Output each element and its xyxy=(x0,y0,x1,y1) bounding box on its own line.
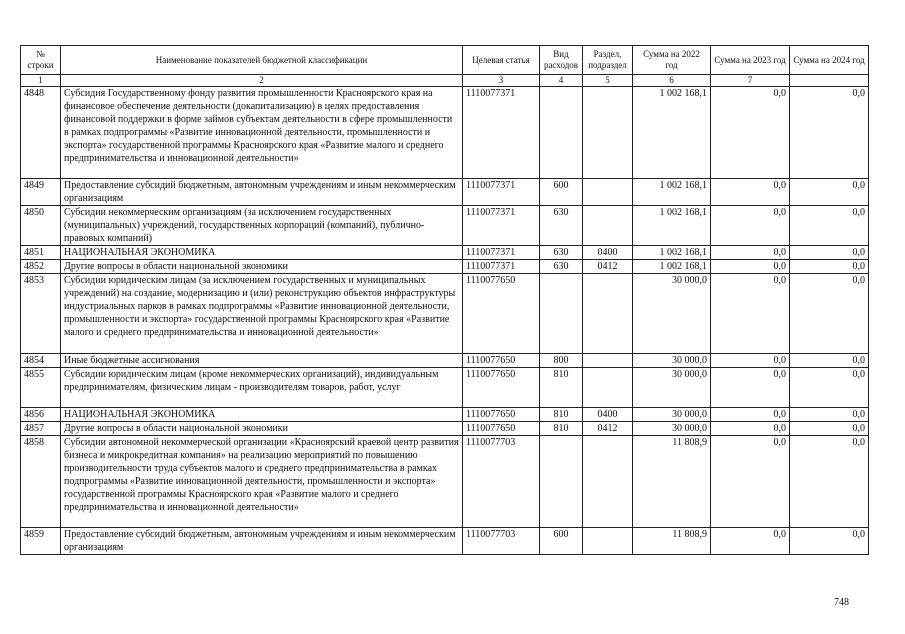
row-section: 0400 xyxy=(583,246,633,260)
row-number: 4851 xyxy=(21,246,61,260)
table-row xyxy=(21,436,869,528)
row-sum-2022: 1 002 168,1 xyxy=(633,206,711,246)
header-target: Целевая статья xyxy=(463,46,540,75)
row-target: 1110077650 xyxy=(463,354,540,368)
column-number: 7 xyxy=(711,75,790,87)
row-sum-2024: 0,0 xyxy=(790,422,869,436)
row-section xyxy=(583,368,633,408)
page-number: 748 xyxy=(834,597,849,608)
row-type: 630 xyxy=(540,206,583,246)
row-sum-2022: 30 000,0 xyxy=(633,274,711,354)
row-name: Другие вопросы в области национальной экономики xyxy=(61,260,463,274)
row-sum-2023: 0,0 xyxy=(711,368,790,408)
row-sum-2023: 0,0 xyxy=(711,260,790,274)
row-name: Предоставление субсидий бюджетным, автономным учреждениям и иным некоммерческим организациям xyxy=(61,528,463,555)
row-number: 4855 xyxy=(21,368,61,408)
row-target: 1110077650 xyxy=(463,368,540,408)
column-number: 5 xyxy=(583,75,633,87)
row-sum-2024: 0,0 xyxy=(790,408,869,422)
row-type xyxy=(540,436,583,528)
row-number: 4849 xyxy=(21,179,61,206)
row-target: 1110077703 xyxy=(463,436,540,528)
row-sum-2023: 0,0 xyxy=(711,436,790,528)
column-number: 6 xyxy=(633,75,711,87)
row-sum-2022: 30 000,0 xyxy=(633,354,711,368)
row-target: 1110077703 xyxy=(463,528,540,555)
row-target: 1110077650 xyxy=(463,274,540,354)
row-type: 600 xyxy=(540,179,583,206)
row-number: 4858 xyxy=(21,436,61,528)
row-name: Другие вопросы в области национальной экономики xyxy=(61,422,463,436)
row-target: 1110077650 xyxy=(463,408,540,422)
row-type: 800 xyxy=(540,354,583,368)
row-type xyxy=(540,274,583,354)
row-sum-2024: 0,0 xyxy=(790,260,869,274)
row-section xyxy=(583,274,633,354)
column-number: 3 xyxy=(463,75,540,87)
row-section: 0400 xyxy=(583,408,633,422)
row-sum-2024: 0,0 xyxy=(790,87,869,179)
column-number: 2 xyxy=(61,75,463,87)
row-number: 4852 xyxy=(21,260,61,274)
row-sum-2023: 0,0 xyxy=(711,87,790,179)
row-sum-2024: 0,0 xyxy=(790,274,869,354)
row-name: Иные бюджетные ассигнования xyxy=(61,354,463,368)
header-sum-2022: Сумма на 2022 год xyxy=(633,46,711,75)
header-sum-2024: Сумма на 2024 год xyxy=(790,46,869,75)
row-sum-2024: 0,0 xyxy=(790,354,869,368)
row-type: 810 xyxy=(540,422,583,436)
row-number: 4857 xyxy=(21,422,61,436)
row-name: Субсидии юридическим лицам (за исключением государственных и муниципальных учреждений) на создание, модернизацию и (или) реконструкцию объектов инфраструктуры индустриальных парков в рамках подпрограммы «Развитие инновационной деятельности, промышленности и экспорта» государственной программы Красноярского края «Развитие малого и среднего предпринимательства и инновационной деятельности» xyxy=(61,274,463,354)
column-number xyxy=(790,75,869,87)
row-sum-2022: 30 000,0 xyxy=(633,408,711,422)
row-sum-2024: 0,0 xyxy=(790,368,869,408)
table-row xyxy=(21,528,869,555)
row-sum-2023: 0,0 xyxy=(711,422,790,436)
row-sum-2023: 0,0 xyxy=(711,354,790,368)
table-header-row xyxy=(21,46,869,75)
row-sum-2023: 0,0 xyxy=(711,274,790,354)
table-row xyxy=(21,354,869,368)
table-row xyxy=(21,260,869,274)
column-number: 1 xyxy=(21,75,61,87)
row-section: 0412 xyxy=(583,260,633,274)
table-row xyxy=(21,422,869,436)
row-sum-2022: 1 002 168,1 xyxy=(633,246,711,260)
row-sum-2023: 0,0 xyxy=(711,246,790,260)
row-section xyxy=(583,206,633,246)
row-number: 4859 xyxy=(21,528,61,555)
row-type: 810 xyxy=(540,408,583,422)
row-sum-2024: 0,0 xyxy=(790,528,869,555)
row-number: 4853 xyxy=(21,274,61,354)
row-sum-2023: 0,0 xyxy=(711,408,790,422)
table-row xyxy=(21,206,869,246)
row-name: НАЦИОНАЛЬНАЯ ЭКОНОМИКА xyxy=(61,408,463,422)
row-target: 1110077371 xyxy=(463,206,540,246)
row-number: 4850 xyxy=(21,206,61,246)
row-section xyxy=(583,87,633,179)
row-sum-2022: 1 002 168,1 xyxy=(633,260,711,274)
table-row xyxy=(21,246,869,260)
table-row xyxy=(21,274,869,354)
row-section xyxy=(583,179,633,206)
row-section: 0412 xyxy=(583,422,633,436)
row-sum-2024: 0,0 xyxy=(790,206,869,246)
row-sum-2022: 11 808,9 xyxy=(633,528,711,555)
row-type: 630 xyxy=(540,260,583,274)
row-section xyxy=(583,528,633,555)
column-number: 4 xyxy=(540,75,583,87)
row-sum-2022: 1 002 168,1 xyxy=(633,179,711,206)
row-section xyxy=(583,436,633,528)
row-sum-2024: 0,0 xyxy=(790,179,869,206)
row-target: 1110077371 xyxy=(463,87,540,179)
row-target: 1110077371 xyxy=(463,260,540,274)
table-row xyxy=(21,368,869,408)
row-sum-2023: 0,0 xyxy=(711,528,790,555)
row-name: Предоставление субсидий бюджетным, автономным учреждениям и иным некоммерческим организациям xyxy=(61,179,463,206)
row-name: Субсидии автономной некоммерческой организации «Красноярский краевой центр развития бизнеса и микрокредитная компания» на реализацию мероприятий по повышению производительности труда субъектов малого и среднего предпринимательства в рамках подпрограммы «Развитие инновационной деятельности, промышленности и экспорта» государственной программы Красноярского края «Развитие малого и среднего предпринимательства и инновационной деятельности» xyxy=(61,436,463,528)
row-type xyxy=(540,87,583,179)
row-number: 4856 xyxy=(21,408,61,422)
row-sum-2023: 0,0 xyxy=(711,179,790,206)
row-section xyxy=(583,354,633,368)
header-num: № строки xyxy=(21,46,61,75)
row-number: 4848 xyxy=(21,87,61,179)
row-sum-2022: 30 000,0 xyxy=(633,422,711,436)
row-name: Субсидия Государственному фонду развития промышленности Красноярского края на финансовое обеспечение деятельности (докапитализацию) в целях предоставления финансовой поддержки в форме займов субъектам деятельности в сфере промышленности в рамках подпрограммы «Развитие инновационной деятельности, промышленности и экспорта» государственной программы Красноярского края «Развитие малого и среднего предпринимательства и инновационной деятельности» xyxy=(61,87,463,179)
header-sum-2023: Сумма на 2023 год xyxy=(711,46,790,75)
row-name: НАЦИОНАЛЬНАЯ ЭКОНОМИКА xyxy=(61,246,463,260)
row-sum-2023: 0,0 xyxy=(711,206,790,246)
row-type: 630 xyxy=(540,246,583,260)
row-target: 1110077371 xyxy=(463,179,540,206)
table-row xyxy=(21,179,869,206)
header-type: Вид расходов xyxy=(540,46,583,75)
header-section: Раздел, подраздел xyxy=(583,46,633,75)
row-target: 1110077650 xyxy=(463,422,540,436)
row-name: Субсидии некоммерческим организациям (за исключением государственных (муниципальных) учреждений, государственных корпораций (компаний), публично-правовых компаний) xyxy=(61,206,463,246)
row-sum-2024: 0,0 xyxy=(790,246,869,260)
row-name: Субсидии юридическим лицам (кроме некоммерческих организаций), индивидуальным предпринимателям, физическим лицам - производителям товаров, работ, услуг xyxy=(61,368,463,408)
row-target: 1110077371 xyxy=(463,246,540,260)
row-type: 810 xyxy=(540,368,583,408)
column-number-row xyxy=(21,75,869,87)
row-sum-2022: 30 000,0 xyxy=(633,368,711,408)
row-sum-2022: 1 002 168,1 xyxy=(633,87,711,179)
row-sum-2022: 11 808,9 xyxy=(633,436,711,528)
table-row xyxy=(21,87,869,179)
budget-table xyxy=(20,45,869,555)
row-type: 600 xyxy=(540,528,583,555)
table-row xyxy=(21,408,869,422)
row-number: 4854 xyxy=(21,354,61,368)
row-sum-2024: 0,0 xyxy=(790,436,869,528)
header-name: Наименование показателей бюджетной классификации xyxy=(61,46,463,75)
